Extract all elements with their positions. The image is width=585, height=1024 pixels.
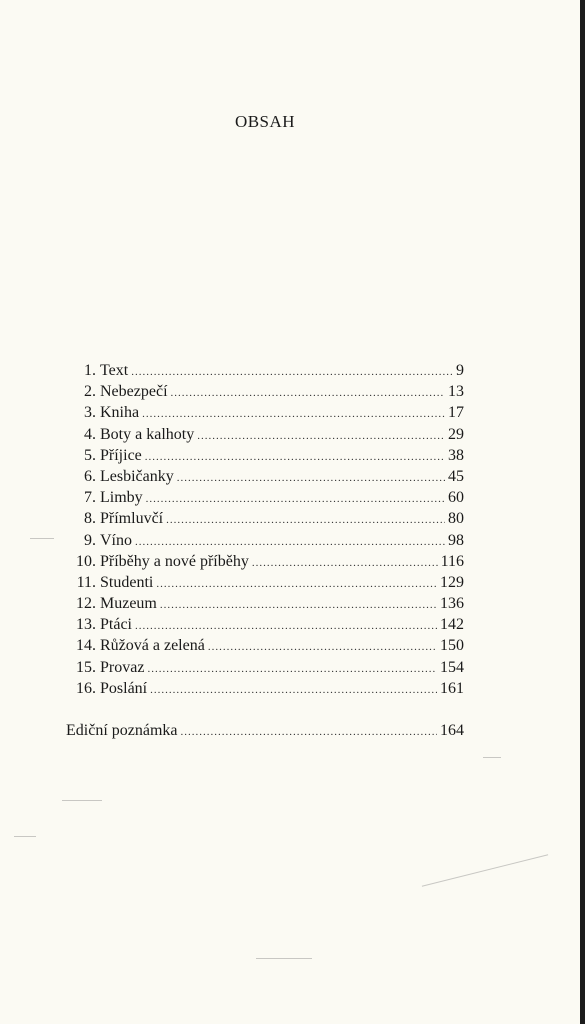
dot-leader bbox=[171, 383, 445, 404]
toc-entry-page: 142 bbox=[440, 616, 464, 634]
toc-entry-label: Boty a kalhoty bbox=[100, 425, 195, 443]
dot-leader bbox=[197, 426, 445, 447]
toc-entry-page: 17 bbox=[448, 404, 464, 422]
toc-entry-page: 45 bbox=[448, 467, 464, 485]
toc-row bbox=[66, 572, 464, 593]
toc-entry-number: 1. bbox=[84, 362, 96, 379]
toc-entry-page: 154 bbox=[440, 658, 464, 676]
toc-entry-page: 60 bbox=[448, 489, 464, 507]
toc-entry-label: Příjice bbox=[100, 446, 142, 464]
toc-entry-label: Muzeum bbox=[100, 595, 157, 613]
toc-row bbox=[66, 635, 464, 656]
toc-entry-number: 12. bbox=[76, 595, 96, 613]
toc-row bbox=[66, 487, 464, 508]
toc-entry-label: Provaz bbox=[100, 658, 145, 676]
toc-entry-number: 2. bbox=[84, 383, 96, 401]
paper-scuff bbox=[62, 800, 102, 801]
dot-leader bbox=[166, 510, 445, 531]
toc-entry-label: Poslání bbox=[100, 679, 148, 697]
toc-entry-page: 136 bbox=[440, 595, 464, 613]
dot-leader bbox=[145, 447, 445, 468]
toc-row bbox=[66, 551, 464, 572]
toc-entry-number: 16. bbox=[76, 679, 96, 697]
toc-row bbox=[66, 402, 464, 423]
toc-entry-page: 9 bbox=[456, 362, 464, 379]
toc-entry-page: 80 bbox=[448, 510, 464, 528]
dot-leader bbox=[147, 659, 437, 680]
toc-entry-number: 11. bbox=[76, 573, 96, 591]
toc-entry-number: 3. bbox=[84, 404, 96, 422]
dot-leader bbox=[131, 362, 453, 383]
table-of-contents bbox=[66, 360, 464, 699]
toc-row bbox=[66, 466, 464, 487]
toc-entry-number: 9. bbox=[84, 531, 96, 549]
toc-entry-label: Růžová a zelená bbox=[100, 637, 205, 655]
toc-entry-label: Lesbičanky bbox=[100, 467, 174, 485]
toc-entry-number: 13. bbox=[76, 616, 96, 634]
toc-entry-number: 4. bbox=[84, 425, 96, 443]
dot-leader bbox=[160, 595, 437, 616]
toc-row bbox=[66, 445, 464, 466]
toc-entry-page: 161 bbox=[440, 679, 464, 697]
toc-entry-number: 8. bbox=[84, 510, 96, 528]
toc-row bbox=[66, 678, 464, 699]
toc-entry-page: 13 bbox=[448, 383, 464, 401]
dot-leader bbox=[208, 637, 437, 658]
toc-row bbox=[66, 614, 464, 635]
paper-scuff bbox=[14, 836, 36, 837]
toc-entry-page: 129 bbox=[440, 573, 464, 591]
paper-scuff bbox=[30, 538, 54, 539]
toc-entry-number: 14. bbox=[76, 637, 96, 655]
toc-entry-page: 150 bbox=[440, 637, 464, 655]
toc-entry-page: 38 bbox=[448, 446, 464, 464]
toc-entry-label: Příběhy a nové příběhy bbox=[100, 552, 249, 570]
toc-row bbox=[66, 360, 464, 381]
toc-row bbox=[66, 530, 464, 551]
toc-entry-number: 10. bbox=[76, 552, 96, 570]
dot-leader bbox=[181, 722, 437, 743]
toc-row bbox=[66, 424, 464, 445]
toc-entry-label: Ptáci bbox=[100, 616, 132, 634]
page-title: OBSAH bbox=[234, 112, 296, 131]
dot-leader bbox=[135, 616, 437, 637]
paper-scuff bbox=[256, 958, 312, 959]
dot-leader bbox=[142, 404, 445, 425]
toc-row bbox=[66, 720, 464, 741]
toc-entry-page: 98 bbox=[448, 531, 464, 549]
toc-entry-label: Přímluvčí bbox=[100, 510, 164, 528]
toc-entry-number: 7. bbox=[84, 489, 96, 507]
toc-entry-number: 15. bbox=[76, 658, 96, 676]
paper-scuff bbox=[422, 854, 548, 886]
toc-entry-label: Limby bbox=[100, 489, 143, 507]
toc-row bbox=[66, 508, 464, 529]
toc-row bbox=[66, 381, 464, 402]
page-edge bbox=[580, 0, 585, 1024]
toc-entry-number: 6. bbox=[84, 467, 96, 485]
dot-leader bbox=[135, 532, 445, 553]
dot-leader bbox=[252, 553, 438, 574]
editorial-note-entry bbox=[66, 720, 464, 741]
toc-entry-page: 164 bbox=[440, 722, 464, 739]
toc-row bbox=[66, 657, 464, 678]
toc-entry-number: 5. bbox=[84, 446, 96, 464]
toc-entry-label: Nebezpečí bbox=[100, 383, 168, 401]
dot-leader bbox=[156, 574, 437, 595]
dot-leader bbox=[150, 680, 437, 701]
toc-row bbox=[66, 593, 464, 614]
toc-entry-label: Víno bbox=[100, 531, 132, 549]
toc-entry-label: Kniha bbox=[100, 404, 140, 422]
toc-entry-label: Text bbox=[100, 362, 129, 379]
toc-entry-label: Studenti bbox=[100, 573, 154, 591]
dot-leader bbox=[177, 468, 445, 489]
toc-entry-page: 116 bbox=[440, 552, 464, 570]
dot-leader bbox=[146, 489, 445, 510]
toc-entry-label: Ediční poznámka bbox=[66, 722, 178, 739]
paper-scuff bbox=[483, 757, 501, 758]
toc-entry-page: 29 bbox=[448, 425, 464, 443]
